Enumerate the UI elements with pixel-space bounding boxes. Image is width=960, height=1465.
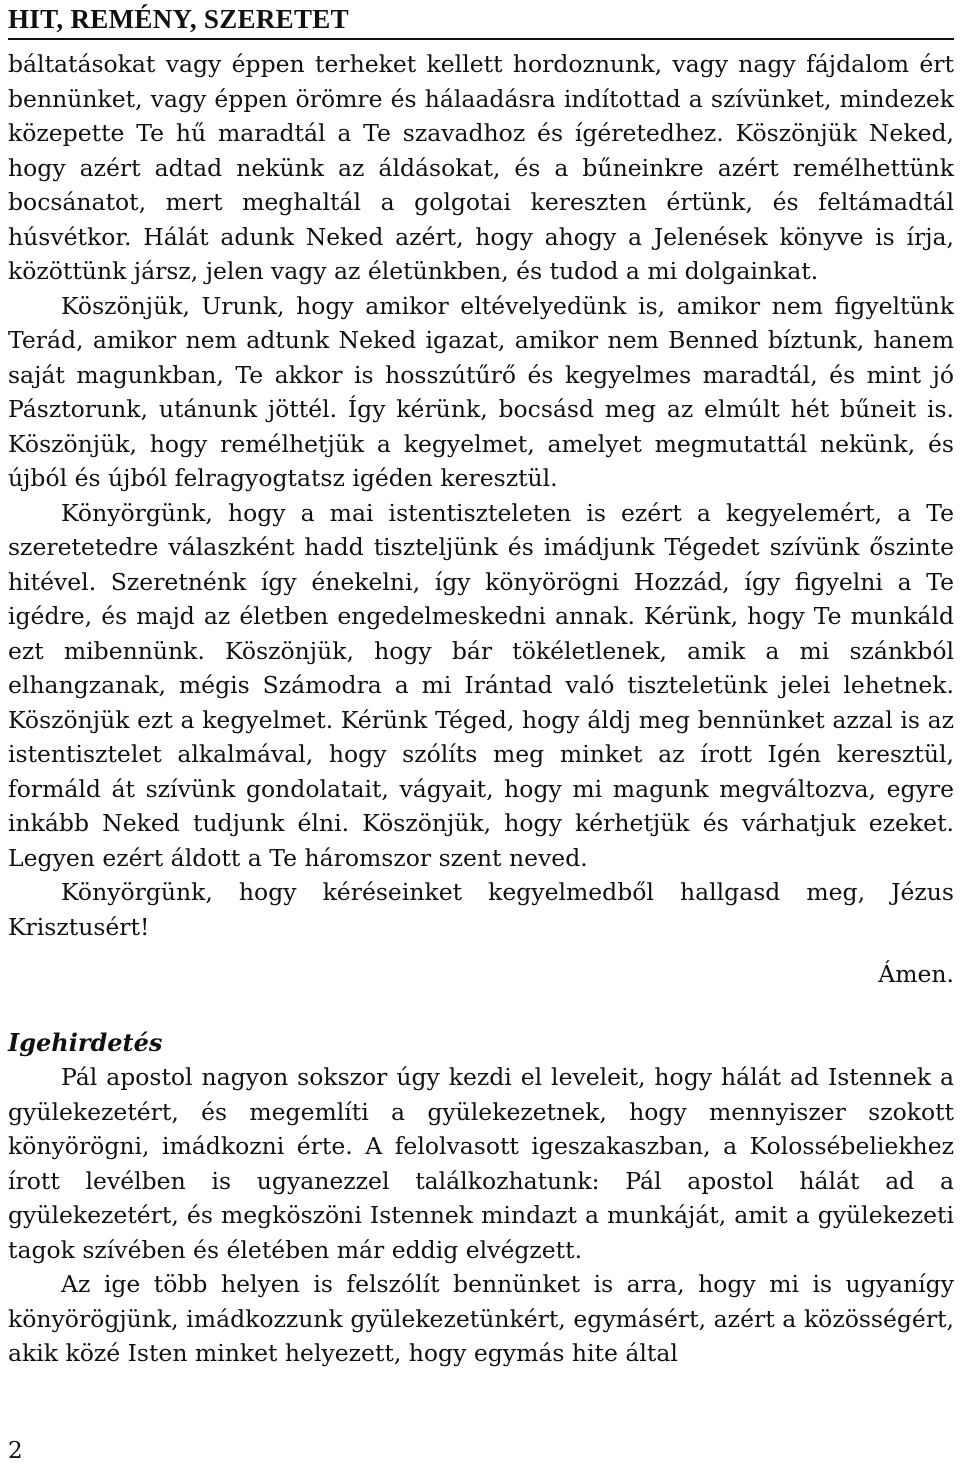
body-paragraph: Könyörgünk, hogy a mai istentiszteleten is ezért a kegyelemért, a Te szeretetedre válaszként hadd tiszteljünk és imádjunk Tégedet szívünk őszinte hitével. Szeretnénk így énekelni, így könyörögni Hozzád, így figyelni a Te igédre, és majd az életben engedelmeskedni annak. Kérünk, hogy Te munkáld ezt mibennünk. Köszönjük, hogy bár tökéletlenek, amik a mi szánkból elhangzanak, mégis Számodra a mi Irántad való tiszteletünk jelei lehetnek. Köszönjük ezt a kegyelmet. Kérünk Téged, hogy áldj meg bennünket azzal is az istentisztelet alkalmával, hogy szólíts meg minket az írott Igén keresztül, formáld át szívünk gondolatait, vágyait, hogy mi magunk megváltozva, egyre inkább Neked tudjunk élni. Köszönjük, hogy kérhetjük és várhatjuk ezeket. Legyen ezért áldott a Te háromszor szent neved. xyxy=(8,498,954,872)
body-paragraph: Könyörgünk, hogy kéréseinket kegyelmedből hallgasd meg, Jézus Krisztusért! xyxy=(8,878,954,941)
page-body xyxy=(8,47,954,1371)
running-header xyxy=(8,4,954,40)
body-paragraph: báltatásokat vagy éppen terheket kellett hordoznunk, vagy nagy fájdalom ért bennünket, vagy éppen örömre és hálaadásra indítottad a szívünket, mindezek közepette Te hű maradtál a Te szavadhoz és ígéretedhez. Köszönjük Neked, hogy azért adtad nekünk az áldásokat, és a bűneinkre azért remélhettünk bocsánatot, mert meghaltál a golgotai kereszten értünk, és feltámadtál húsvétkor. Hálát adunk Neked azért, hogy ahogy a Jelenések könyve is írja, közöttünk jársz, jelen vagy az életünkben, és tudod a mi dolgainkat. xyxy=(8,50,954,285)
sermon-paragraph: Pál apostol nagyon sokszor úgy kezdi el leveleit, hogy hálát ad Istennek a gyülekezetért, és megemlíti a gyülekezetnek, hogy mennyiszer szokott könyörögni, imádkozni érte. A felolvasott igeszakaszban, a Kolossébeliekhez írott levélben is ugyanezzel találkozhatunk: Pál apostol hálát ad a gyülekezetért, és megköszöni Istennek mindazt a munkáját, amit a gyülekezeti tagok szívében és életében már eddig elvégzett. xyxy=(8,1063,954,1264)
header-divider xyxy=(8,38,954,40)
section-heading: Igehirdetés xyxy=(8,1027,163,1057)
closing-amen: Ámen. xyxy=(878,960,954,988)
body-paragraph: Köszönjük, Urunk, hogy amikor eltévelyedünk is, amikor nem figyeltünk Terád, amikor nem adtunk Neked igazat, amikor nem Benned bíztunk, hanem saját magunkban, Te akkor is hosszútűrő és kegyelmes maradtál, és mint jó Pásztorunk, utánunk jöttél. Így kérünk, bocsásd meg az elmúlt hét bűneit is. Köszönjük, hogy remélhetjük a kegyelmet, amelyet megmutattál nekünk, és újból és újból felragyogtatsz igéden keresztül. xyxy=(8,291,954,492)
page-number: 2 xyxy=(8,1438,23,1464)
page-header-title: HIT, REMÉNY, SZERETET xyxy=(8,4,349,34)
sermon-paragraph: Az ige több helyen is felszólít bennünket is arra, hogy mi is ugyanígy könyörögjünk, imádkozzunk gyülekezetünkért, egymásért, azért a közösségért, akik közé Isten minket helyezett, hogy egymás hite által xyxy=(8,1270,954,1367)
